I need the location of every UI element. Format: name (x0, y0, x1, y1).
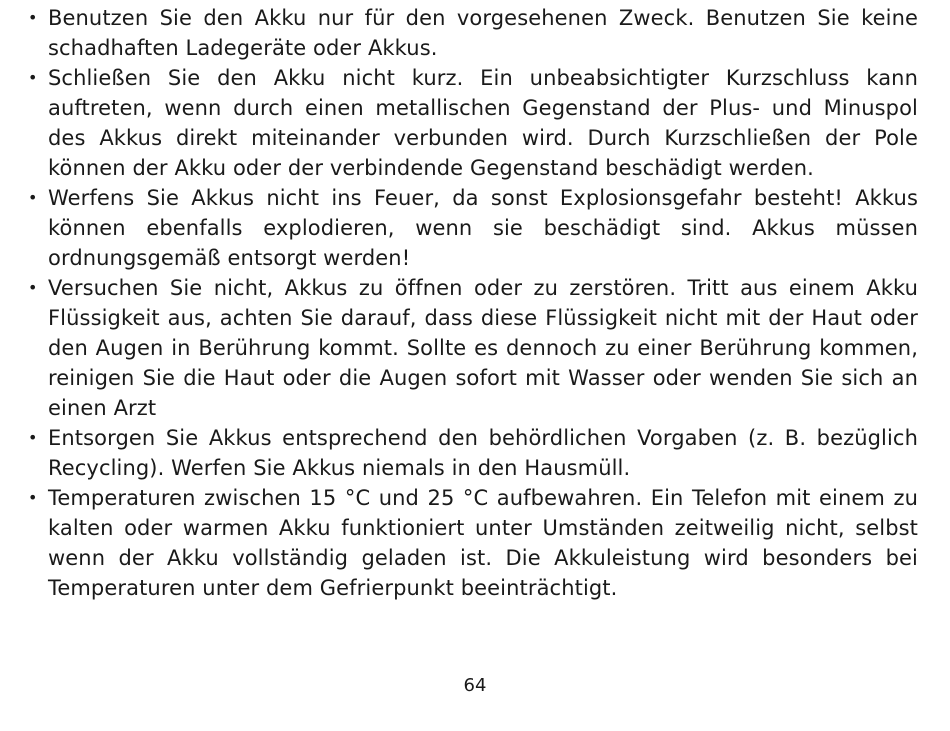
bullet-icon: • (28, 8, 38, 27)
safety-bullet-list (28, 3, 918, 603)
page-number: 64 (463, 675, 487, 696)
bullet-icon: • (28, 278, 38, 297)
bullet-icon: • (28, 488, 38, 507)
list-item-text: Benutzen Sie den Akku nur für den vorgesehenen Zweck. Benutzen Sie keine schadhaften Ladegeräte oder Akkus. (48, 6, 918, 60)
list-item-text: Versuchen Sie nicht, Akkus zu öffnen oder zu zerstören. Tritt aus einem Akku Flüssigkeit aus, achten Sie darauf, dass diese Flüssigkeit nicht mit der Haut oder den Augen in Berührung kommt. Sollte es dennoch zu einer Berührung kommen, reinigen Sie die Haut oder die Augen sofort mit Wasser oder wenden Sie sich an einen Arzt (48, 276, 918, 420)
list-item (28, 423, 918, 483)
bullet-icon: • (28, 428, 38, 447)
bullet-icon: • (28, 68, 38, 87)
list-item (28, 183, 918, 273)
list-item (28, 483, 918, 603)
bullet-icon: • (28, 188, 38, 207)
list-item (28, 3, 918, 63)
list-item-text: Werfens Sie Akkus nicht ins Feuer, da sonst Explosionsgefahr besteht! Akkus können ebenfalls explodieren, wenn sie beschädigt sind. Akkus müssen ordnungsgemäß entsorgt werden! (48, 186, 918, 270)
list-item-text: Entsorgen Sie Akkus entsprechend den behördlichen Vorgaben (z. B. bezüglich Recycling). Werfen Sie Akkus niemals in den Hausmüll. (48, 426, 918, 480)
list-item (28, 273, 918, 423)
list-item (28, 63, 918, 183)
list-item-text: Temperaturen zwischen 15 °C und 25 °C aufbewahren. Ein Telefon mit einem zu kalten oder warmen Akku funktioniert unter Umständen zeitweilig nicht, selbst wenn der Akku vollständig geladen ist. Die Akkuleistung wird besonders bei Temperaturen unter dem Gefrierpunkt beeinträchtigt. (48, 486, 918, 600)
list-item-text: Schließen Sie den Akku nicht kurz. Ein unbeabsichtigter Kurzschluss kann auftreten, wenn durch einen metallischen Gegenstand der Plus- und Minuspol des Akkus direkt miteinander verbunden wird. Durch Kurzschließen der Pole können der Akku oder der verbindende Gegenstand beschädigt werden. (48, 66, 918, 180)
